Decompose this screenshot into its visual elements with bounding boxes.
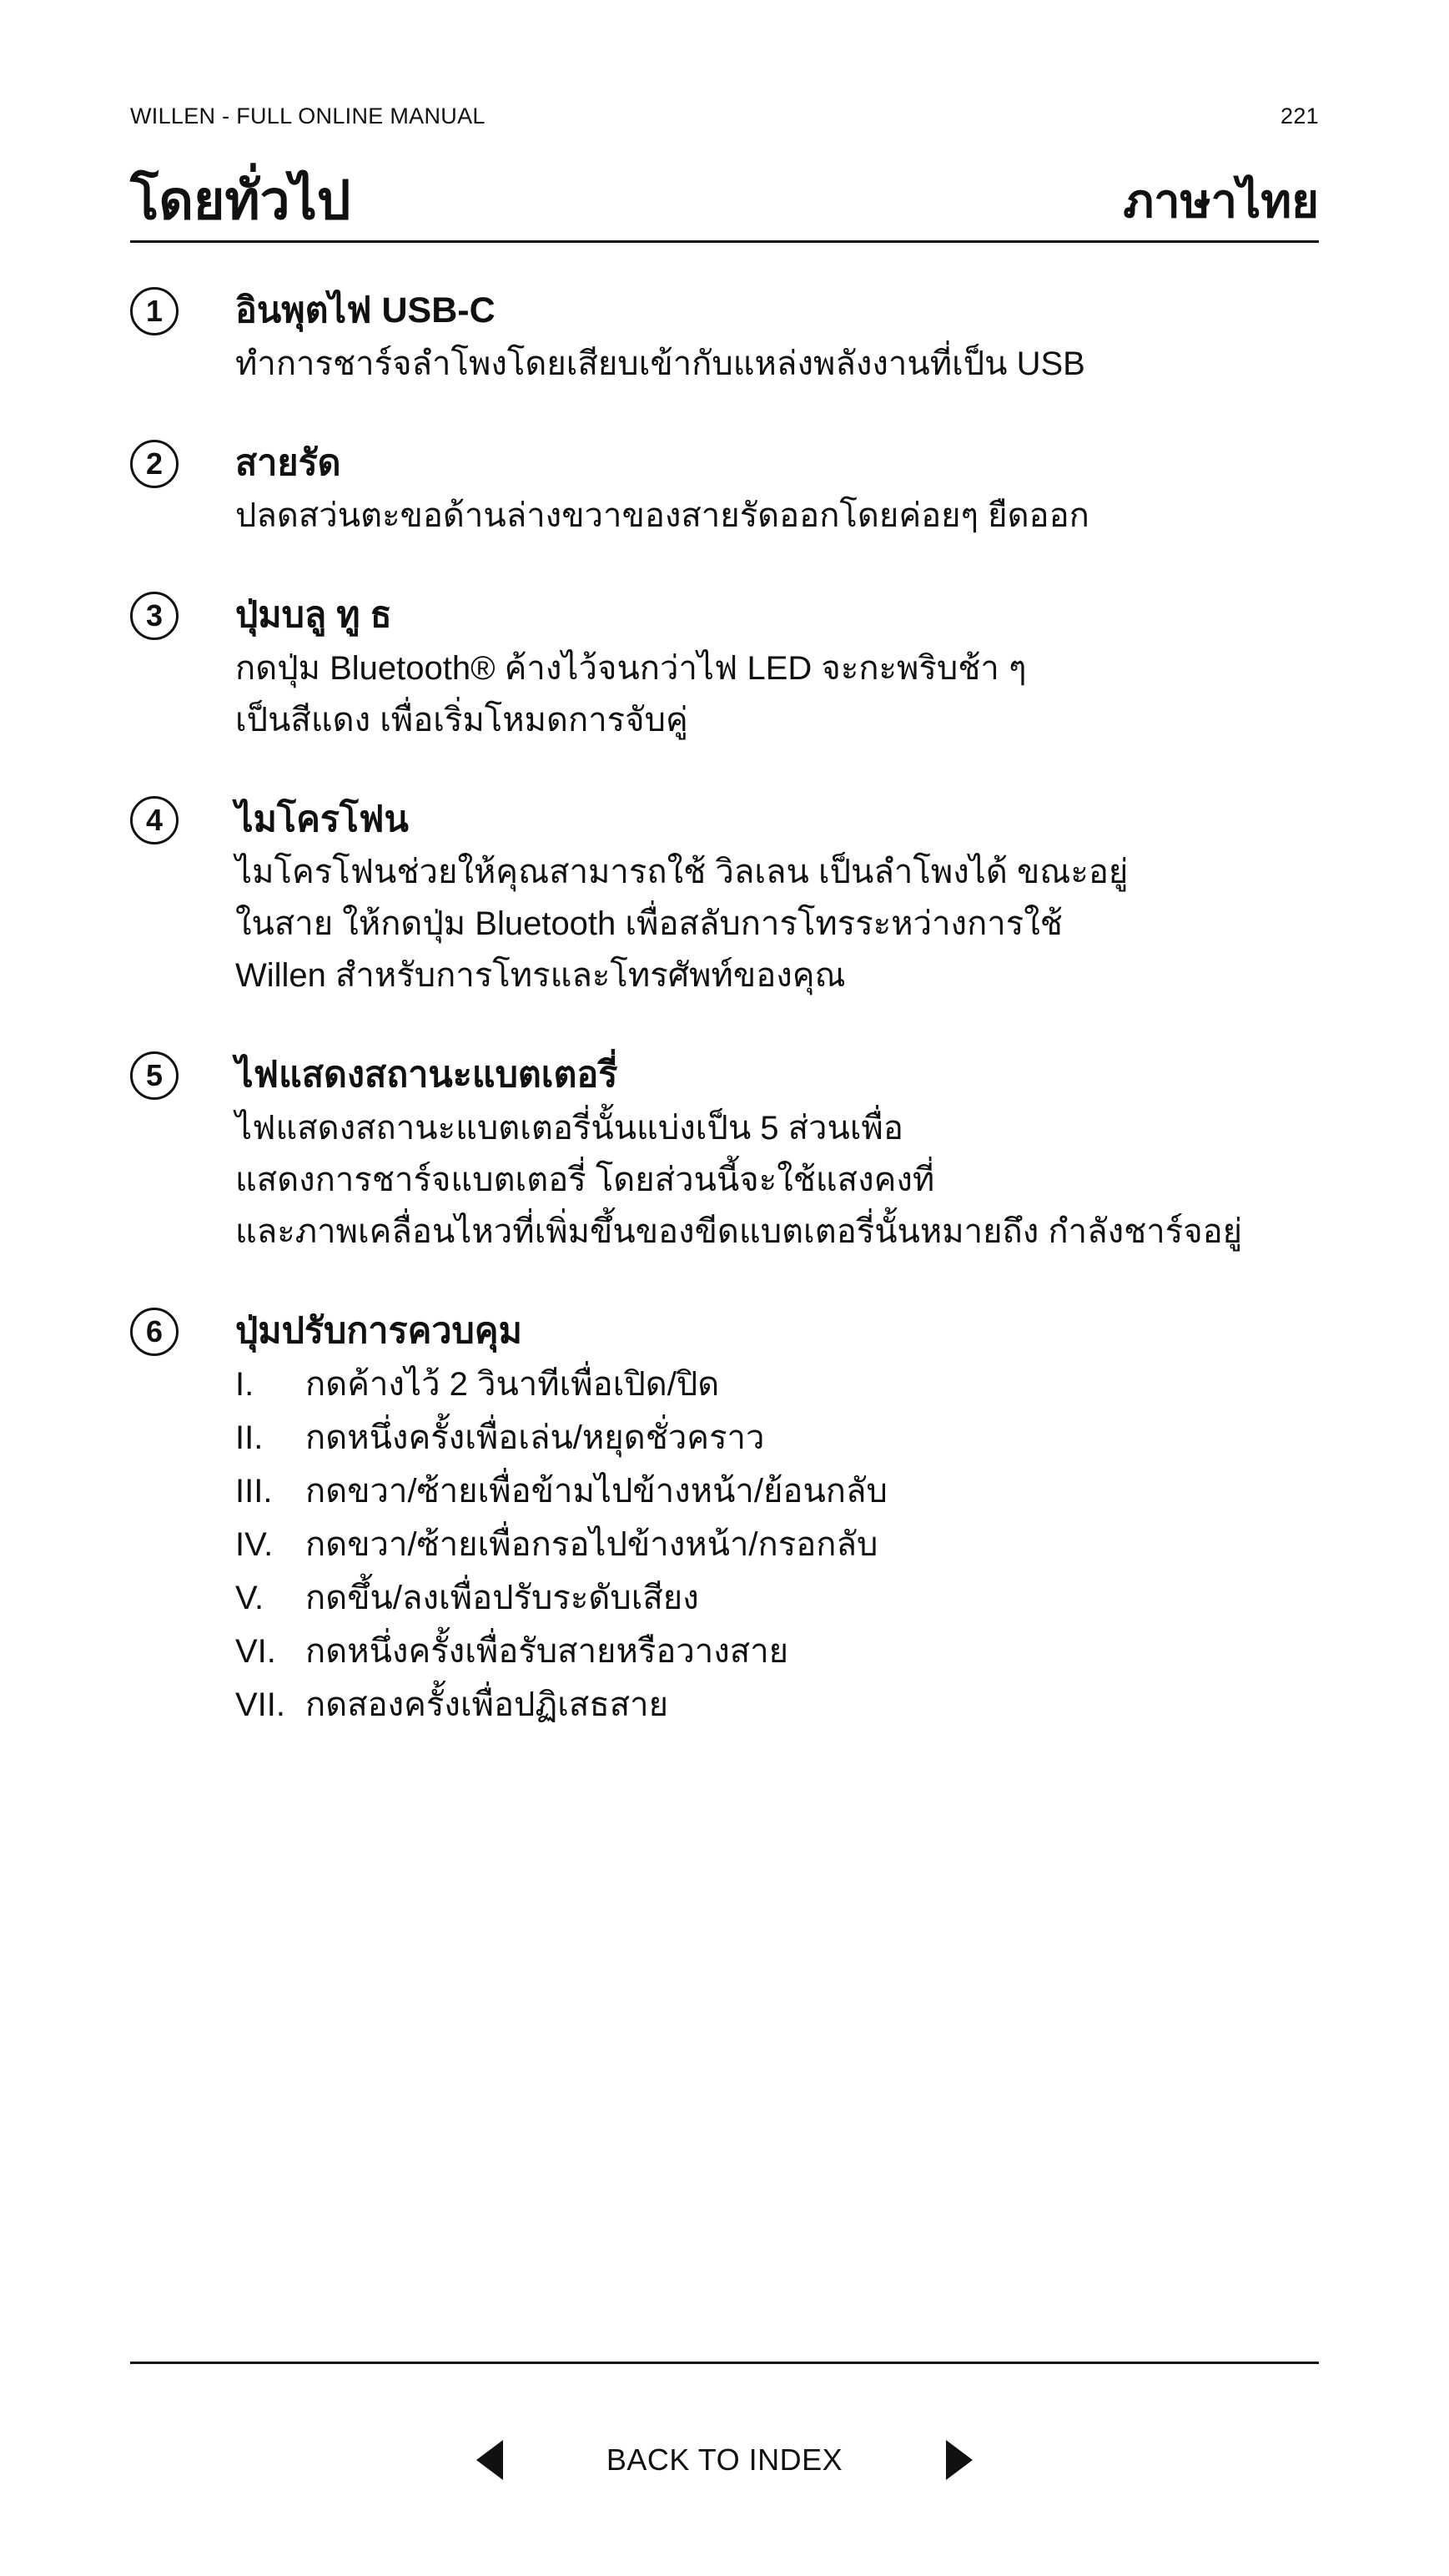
feature-item-bluetooth-button: [130, 588, 1319, 746]
step-text: กดหนึ่งครั้งเพื่อรับสายหรือวางสาย: [305, 1633, 789, 1670]
feature-list: [130, 284, 1319, 1778]
feature-description: ไฟแสดงสถานะแบตเตอรี่นั้นแบ่งเป็น 5 ส่วนเพื่อ แสดงการชาร์จแบตเตอรี่ โดยส่วนนี้จะใช้แสงคงที่ และภาพเคลื่อนไหวที่เพิ่มขึ้นของขีดแบตเตอรี่นั้นหมายถึง กำลังชาร์จอยู่: [235, 1109, 1243, 1250]
back-to-index-link[interactable]: BACK TO INDEX: [606, 2442, 843, 2477]
number-badge: 1: [130, 287, 179, 335]
feature-title: สายรัด: [235, 442, 341, 483]
feature-item-usb-c: [130, 284, 1319, 390]
step-text: กดหนึ่งครั้งเพื่อเล่น/หยุดชั่วคราว: [305, 1419, 765, 1456]
number-badge: 5: [130, 1051, 179, 1100]
list-item: [235, 1571, 1319, 1625]
list-item: [235, 1518, 1319, 1571]
step-text: กดขึ้น/ลงเพื่อปรับระดับเสียง: [305, 1580, 699, 1616]
step-text: กดขวา/ซ้ายเพื่อกรอไปข้างหน้า/กรอกลับ: [305, 1526, 878, 1563]
step-numeral: II.: [235, 1419, 264, 1456]
feature-item-battery-indicator: [130, 1048, 1319, 1258]
feature-item-microphone: [130, 793, 1319, 1002]
list-item: [235, 1678, 1319, 1732]
feature-description: ไมโครโฟนช่วยให้คุณสามารถใช้ วิลเลน เป็นลำโพงได้ ขณะอยู่ ในสาย ให้กดปุ่ม Bluetooth เพื่อสลับการโทรระหว่างการใช้ Willen สำหรับการโทรและโทรศัพท์ของคุณ: [235, 854, 1129, 994]
page-number: 221: [1280, 103, 1319, 129]
feature-item-control-button: [130, 1304, 1319, 1732]
step-numeral: VI.: [235, 1633, 276, 1670]
page-header: [130, 103, 1319, 129]
triangle-left-icon[interactable]: [476, 2440, 503, 2480]
page-navigation: [0, 2440, 1449, 2480]
step-text: กดสองครั้งเพื่อปฏิเสธสาย: [305, 1686, 669, 1723]
step-text: กดขวา/ซ้ายเพื่อข้ามไปข้างหน้า/ย้อนกลับ: [305, 1473, 888, 1510]
list-item: [235, 1411, 1319, 1464]
page-title: โดยทั่วไป: [130, 169, 351, 230]
number-badge: 4: [130, 796, 179, 844]
step-text: กดค้างไว้ 2 วินาทีเพื่อเปิด/ปิด: [305, 1366, 720, 1403]
feature-item-strap: [130, 436, 1319, 542]
list-item: [235, 1625, 1319, 1678]
footer-divider: [130, 2362, 1319, 2364]
language-label: ภาษาไทย: [1123, 174, 1319, 228]
list-item: [235, 1358, 1319, 1411]
step-numeral: IV.: [235, 1526, 274, 1563]
number-badge: 6: [130, 1308, 179, 1356]
step-numeral: V.: [235, 1580, 264, 1616]
step-numeral: VII.: [235, 1686, 286, 1723]
manual-title: WILLEN - FULL ONLINE MANUAL: [130, 103, 486, 129]
feature-title: อินพุตไฟ USB-C: [235, 290, 496, 330]
number-badge: 2: [130, 440, 179, 488]
feature-description: กดปุ่ม Bluetooth® ค้างไว้จนกว่าไฟ LED จะกะพริบช้า ๆ เป็นสีแดง เพื่อเริ่มโหมดการจับคู่: [235, 649, 1027, 739]
step-numeral: III.: [235, 1473, 273, 1510]
triangle-right-icon[interactable]: [946, 2440, 973, 2480]
feature-title: ปุ่มปรับการควบคุม: [235, 1310, 522, 1351]
control-steps-list: [235, 1358, 1319, 1732]
number-badge: 3: [130, 592, 179, 640]
title-row: [130, 164, 1319, 243]
feature-title: ไมโครโฟน: [235, 799, 409, 839]
feature-description: ปลดสว่นตะขอด้านล่างขวาของสายรัดออกโดยค่อยๆ ยืดออก: [235, 497, 1089, 534]
step-numeral: I.: [235, 1366, 254, 1403]
feature-description: ทำการชาร์จลำโพงโดยเสียบเข้ากับแหล่งพลังงานที่เป็น USB: [235, 345, 1085, 382]
feature-title: ปุ่มบลู ทู ธ: [235, 595, 392, 635]
list-item: [235, 1464, 1319, 1518]
feature-title: ไฟแสดงสถานะแบตเตอรี่: [235, 1055, 618, 1095]
